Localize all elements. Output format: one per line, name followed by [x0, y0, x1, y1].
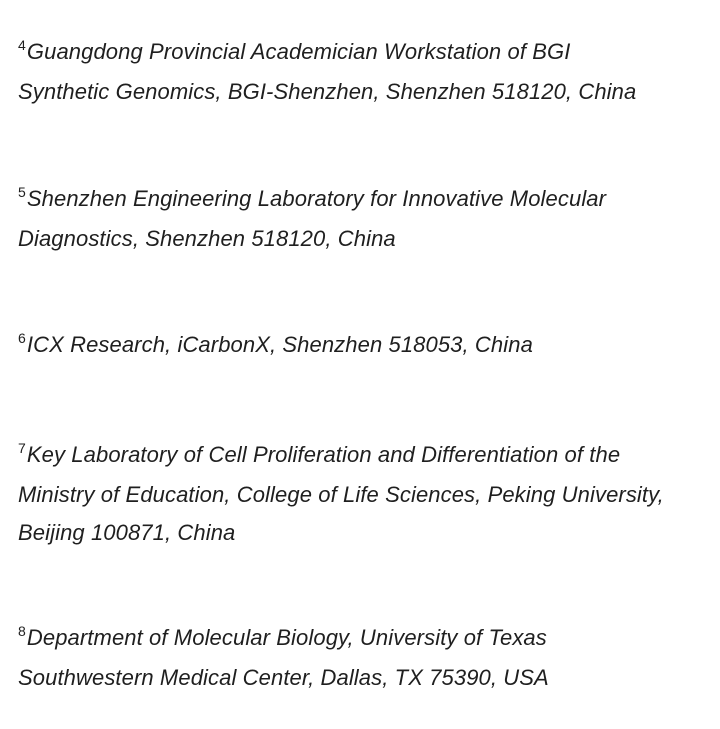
affiliation-5-line-1 — [18, 179, 710, 219]
affiliation-5 — [18, 179, 710, 259]
affiliation-7-number: 7 — [18, 440, 26, 456]
affiliation-5-number: 5 — [18, 184, 26, 200]
affiliation-7-line-2: Ministry of Education, College of Life Sciences, Peking University, — [18, 482, 664, 507]
affiliation-7-line-1 — [18, 435, 710, 475]
affiliation-8-text-1: Department of Molecular Biology, University of Texas — [26, 625, 547, 650]
affiliation-6 — [18, 325, 710, 365]
affiliation-5-text-1: Shenzhen Engineering Laboratory for Innovative Molecular — [26, 186, 607, 211]
affiliation-4-line-2: Synthetic Genomics, BGI-Shenzhen, Shenzhen 518120, China — [18, 79, 637, 104]
affiliation-6-text-1: ICX Research, iCarbonX, Shenzhen 518053, China — [26, 332, 533, 357]
affiliation-7 — [18, 435, 710, 551]
affiliation-8-line-1 — [18, 618, 710, 658]
affiliation-4-number: 4 — [18, 37, 26, 53]
affiliation-4-line-1 — [18, 32, 710, 72]
affiliation-8 — [18, 618, 710, 698]
affiliation-5-line-2: Diagnostics, Shenzhen 518120, China — [18, 226, 396, 251]
affiliation-4 — [18, 32, 710, 112]
affiliation-7-text-1: Key Laboratory of Cell Proliferation and Differentiation of the — [26, 442, 621, 467]
affiliation-8-line-2: Southwestern Medical Center, Dallas, TX 75390, USA — [18, 665, 549, 690]
affiliation-6-line-1 — [18, 325, 710, 365]
affiliation-7-line-3: Beijing 100871, China — [18, 520, 236, 545]
affiliation-6-number: 6 — [18, 330, 26, 346]
affiliation-4-text-1: Guangdong Provincial Academician Workstation of BGI — [26, 39, 571, 64]
affiliation-8-number: 8 — [18, 623, 26, 639]
